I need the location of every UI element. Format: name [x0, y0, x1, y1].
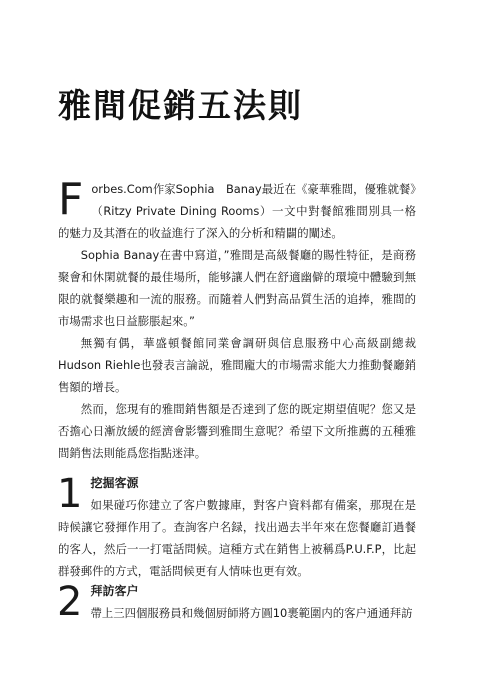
paragraph: Sophia Banay在書中寫道，”雅間是高級餐廳的賜性特征，是商務聚會和休閑就餐的最佳場所，能够讓人們在舒適幽僻的環境中體驗到無限的就餐樂趣和一流的服務。而隨着人們對高品質生活的追捧，雅間的市場需求也日益膨脹起來。”	[58, 248, 416, 328]
paragraph: 然而，您現有的雅間銷售額是否達到了您的既定期望值呢？您又是否擔心日漸放緩的經濟會影響到雅間生意呢？希望下文所推薦的五種雅間銷售法則能爲您指點迷津。	[58, 402, 416, 460]
section-heading: 拜訪客户	[90, 584, 139, 598]
section-text: 帶上三四個服務員和幾個厨師將方圓10裹範圍内的客户通通拜訪	[90, 606, 413, 620]
section-heading: 挖掘客源	[90, 476, 139, 490]
article-title: 雅間促銷五法則	[58, 86, 303, 125]
section-number: 1	[57, 471, 83, 517]
drop-cap: F	[58, 174, 84, 225]
section-2	[58, 580, 416, 624]
lead-paragraph	[58, 174, 416, 244]
section-number: 2	[57, 579, 83, 625]
paragraph: 無獨有偶，華盛頓餐館同業會調研與信息服務中心高級副總裁Hudson Riehle也發表言論説，雅間龐大的市場需求能大力推動餐廳銷售額的增長。	[58, 336, 416, 394]
section-text: 如果碰巧你建立了客户數據庫，對客户資料都有備案，那現在是時候讓它發揮作用了。查詢客户名録，找出過去半年來在您餐廳訂過餐的客人，然后一一打電話問候。這種方式在銷售上被稱爲P.U.F.P，比起群發郵件的方式，電話問候更有人情味也更有效。	[58, 498, 416, 578]
lead-text: orbes.Com作家Sophia Banay最近在《豪華雅間，優雅就餐》（Ritzy Private Dining Rooms）一文中對餐館雅間別具一格的魅力及其潛在的收益進行了深入的分析和精闢的闡述。	[58, 182, 416, 240]
section-1	[58, 472, 416, 582]
